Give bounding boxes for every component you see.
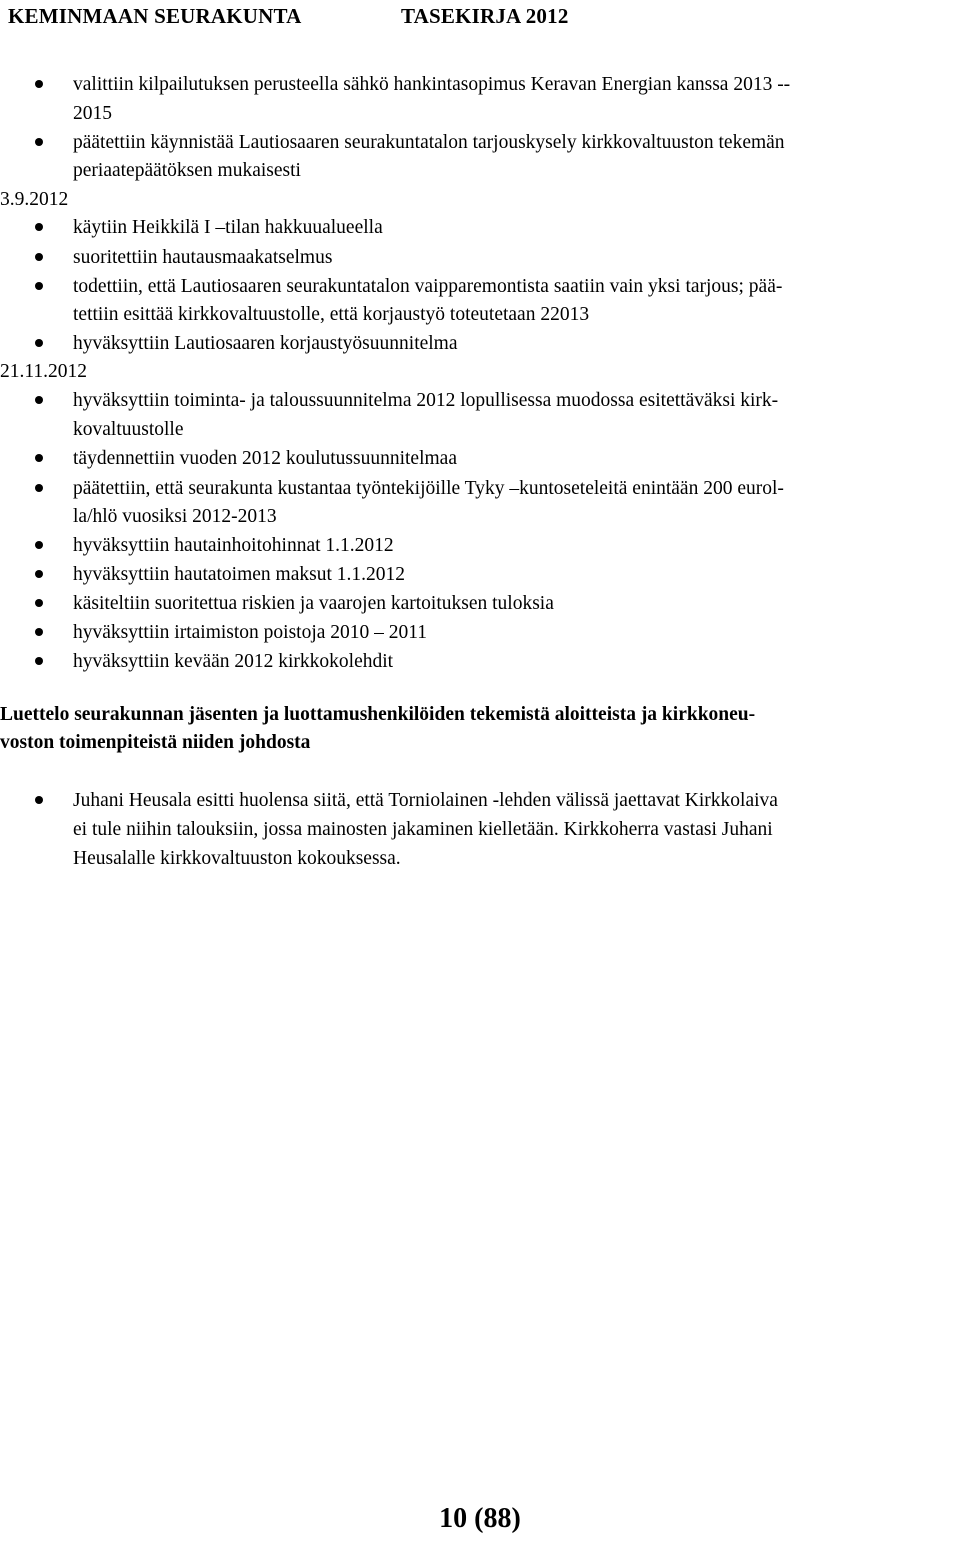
bullet-icon	[35, 138, 43, 146]
bullet-icon	[35, 396, 43, 404]
header-book-title: TASEKIRJA 2012	[400, 4, 569, 28]
bullet-icon	[35, 339, 43, 347]
bullet-icon	[35, 484, 43, 492]
bullet-icon	[35, 599, 43, 607]
bullet-icon	[35, 80, 43, 88]
bullet-icon	[35, 282, 43, 290]
section-heading-continuation: voston toimenpiteistä niiden johdosta	[0, 732, 311, 753]
bullet-icon	[35, 570, 43, 578]
bullet-icon	[35, 796, 43, 804]
bullet-icon	[35, 253, 43, 261]
document-header	[8, 4, 569, 29]
page-number: 10 (88)	[439, 1503, 521, 1534]
header-organization: KEMINMAAN SEURAKUNTA	[8, 4, 302, 28]
bullet-icon	[35, 628, 43, 636]
section-heading: Luettelo seurakunnan jäsenten ja luottamushenkilöiden tekemistä aloitteista ja kirkkoneu-	[0, 704, 756, 725]
bullet-icon	[35, 541, 43, 549]
bullet-icon	[35, 657, 43, 665]
bullet-icon	[35, 223, 43, 231]
bullet-icon	[35, 454, 43, 462]
